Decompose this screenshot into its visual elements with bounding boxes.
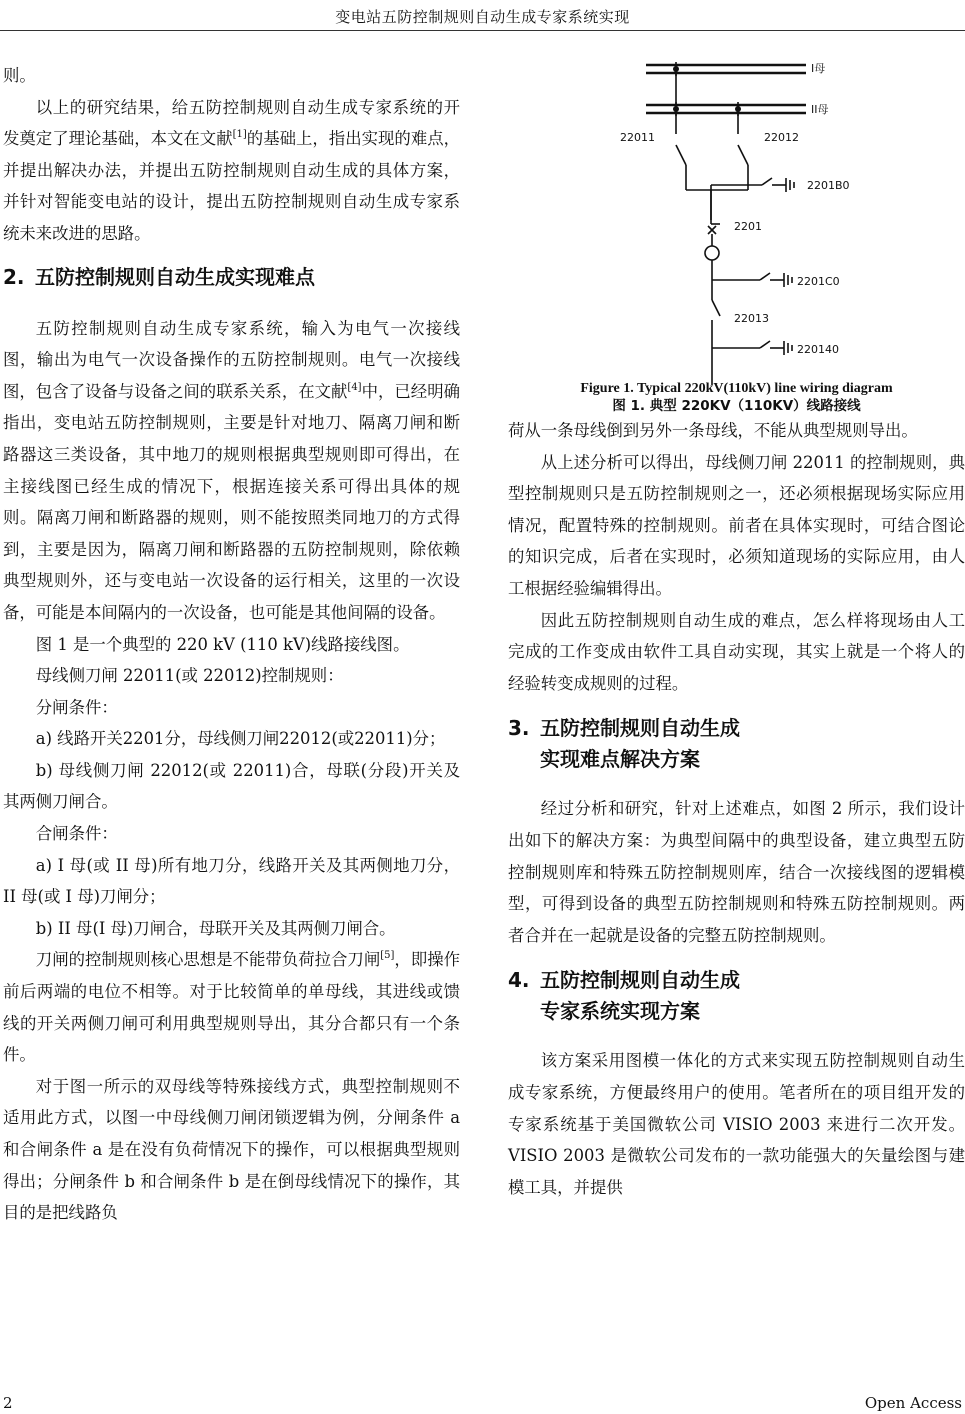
section-title: 五防控制规则自动生成 <box>540 968 740 993</box>
left-column <box>3 60 460 1229</box>
label-2201: 2201 <box>734 220 762 233</box>
paragraph-close-conditions: 合闸条件： <box>35 824 118 844</box>
figure-caption-cn: 图 1. 典型 220KV（110KV）线路接线 <box>612 398 861 414</box>
paragraph-intro-summary <box>3 92 460 250</box>
wiring-diagram-figure <box>508 50 965 380</box>
paragraph-continuation: 荷从一条母线倒到另外一条母线，不能从典型规则导出。 <box>508 421 918 440</box>
label-2201C0: 2201C0 <box>797 275 840 288</box>
section-2-heading <box>3 262 460 293</box>
section-number: 4. <box>508 968 530 993</box>
switch-22013-blade <box>712 300 720 316</box>
section-3-heading <box>508 713 965 775</box>
section-number: 2. <box>3 264 25 289</box>
paragraph-open-a: a) 线路开关2201分，母线侧刀闸22012(或22011)分； <box>35 729 446 749</box>
label-22012: 22012 <box>764 131 799 144</box>
section-4-heading <box>508 965 965 1027</box>
text: 的基础上，指出实现的难点，并提出解决办法，并提出五防控制规则自动生成的具体方案，并针对智能变电站的设计，提出五防控制规则自动生成专家系统未来改进的思路。 <box>3 129 461 243</box>
paragraph-core-idea <box>3 944 460 1070</box>
section-title: 五防控制规则自动生成 <box>540 716 740 741</box>
label-22011: 22011 <box>620 131 655 144</box>
paragraph-rule-title: 母线侧刀闸 22011(或 22012)控制规则： <box>35 666 344 686</box>
page-number: 2 <box>3 1394 13 1412</box>
citation-ref: [1] <box>232 129 247 141</box>
journal-label: Open Access <box>864 1394 962 1412</box>
text: 以上的研究结果，给五防控制规则自动生成专家系统的开发奠定了理论基础，本文在文献 <box>3 97 460 149</box>
text: 刀闸的控制规则核心思想是不能带负荷拉合刀闸 <box>35 950 381 970</box>
switch-22012-blade <box>738 145 748 165</box>
right-column <box>508 50 965 1203</box>
text: ，即操作前后两端的电位不相等。对于比较简单的单母线，其进线或馈线的开关两侧刀闸可利用典型规则导出，其分合都只有一个条件。 <box>3 950 461 1065</box>
citation-ref: [5] <box>380 950 395 962</box>
label-22013: 22013 <box>734 312 769 325</box>
running-title: 变电站五防控制规则自动生成专家系统实现 <box>335 8 630 26</box>
section-number: 3. <box>508 716 530 741</box>
label-bus-i: I母 <box>811 62 826 75</box>
paragraph-open-b: b) 母线侧刀闸 22012(或 22011)合，母联(分段)开关及其两侧刀闸合。 <box>3 760 460 812</box>
paragraph-implementation: 该方案采用图模一体化的方式来实现五防控制规则自动生成专家系统，方便最终用户的使用。笔者所在的项目组开发的专家系统基于美国微软公司 VISIO 2003 来进行二次开发。VISIO 2003 是微软公司发布的一款功能强大的矢量绘图与建模工具，并提供 <box>508 1051 965 1197</box>
section-title: 五防控制规则自动生成实现难点 <box>35 264 315 289</box>
citation-ref: [4] <box>347 381 362 393</box>
paragraph-close-b: b) II 母(I 母)刀闸合，母联开关及其两侧刀闸合。 <box>35 918 396 938</box>
paragraph-figure-ref: 图 1 是一个典型的 220 kV (110 kV)线路接线图。 <box>35 634 410 654</box>
label-220140: 220140 <box>797 343 839 356</box>
paragraph-difficulty-summary: 因此五防控制规则自动生成的难点，怎么样将现场由人工完成的工作变成由软件工具自动实现，其实上就是一个将人的经验转变成规则的过程。 <box>508 610 965 693</box>
wiring-diagram <box>508 50 965 390</box>
header-rule <box>0 30 965 31</box>
paragraph-difficulty <box>3 313 460 629</box>
paragraph-analysis: 从上述分析可以得出，母线侧刀闸 22011 的控制规则，典型控制规则只是五防控制规则之一，还必须根据现场实际应用情况，配置特殊的控制规则。前者在具体实现时，可结合图论的知识完成，后者在实现时，必须知道现场的实际应用，由人工根据经验编辑得出。 <box>508 452 965 598</box>
paragraph-solution: 经过分析和研究，针对上述难点，如图 2 所示，我们设计出如下的解决方案：为典型间隔中的典型设备，建立典型五防控制规则库和特殊五防控制规则库，结合一次接线图的逻辑模型，可得到设备的典型五防控制规则和特殊五防控制规则。两者合并在一起就是设备的完整五防控制规则。 <box>508 799 965 945</box>
text: 中，已经明确指出，变电站五防控制规则，主要是针对地刀、隔离刀闸和断路器这三类设备，其中地刀的规则根据典型规则即可得出，在主接线图已经生成的情况下，根据连接关系可得出具体的规则。隔离刀闸和断路器的规则，则不能按照类同地刀的方式得到，主要是因为，隔离刀闸和断路器的五防控制规则，除依赖典型规则外，还与变电站一次设备的运行相关，这里的一次设备，可能是本间隔内的一次设备，也可能是其他间隔的设备。 <box>3 381 460 622</box>
text: 五防控制规则自动生成专家系统，输入为电气一次接线图，输出为电气一次设备操作的五防控制规则。电气一次接线图，包含了设备与设备之间的联系关系，在文献 <box>3 318 460 401</box>
label-2201B0: 2201B0 <box>807 179 850 192</box>
label-bus-ii: II母 <box>811 103 829 116</box>
paragraph-double-bus: 对于图一所示的双母线等特殊接线方式，典型控制规则不适用此方式，以图一中母线侧刀闸闭锁逻辑为例，分闸条件 a 和合闸条件 a 是在没有负荷情况下的操作，可以根据典型规则得出；分闸条件 b 和合闸条件 b 是在倒母线情况下的操作，其目的是把线路负 <box>3 1076 460 1223</box>
paragraph-close-a: a) I 母(或 II 母)所有地刀分，线路开关及其两侧地刀分，II 母(或 I 母)刀闸分； <box>3 855 460 907</box>
paragraph-continuation: 则。 <box>3 66 36 85</box>
paragraph-open-conditions: 分闸条件： <box>35 697 118 717</box>
figure-caption-en: Figure 1. Typical 220kV(110kV) line wiring diagram <box>580 381 893 396</box>
switch-22011-blade <box>676 145 686 165</box>
section-title-cont: 专家系统实现方案 <box>540 999 700 1024</box>
section-title-cont: 实现难点解决方案 <box>540 747 700 772</box>
